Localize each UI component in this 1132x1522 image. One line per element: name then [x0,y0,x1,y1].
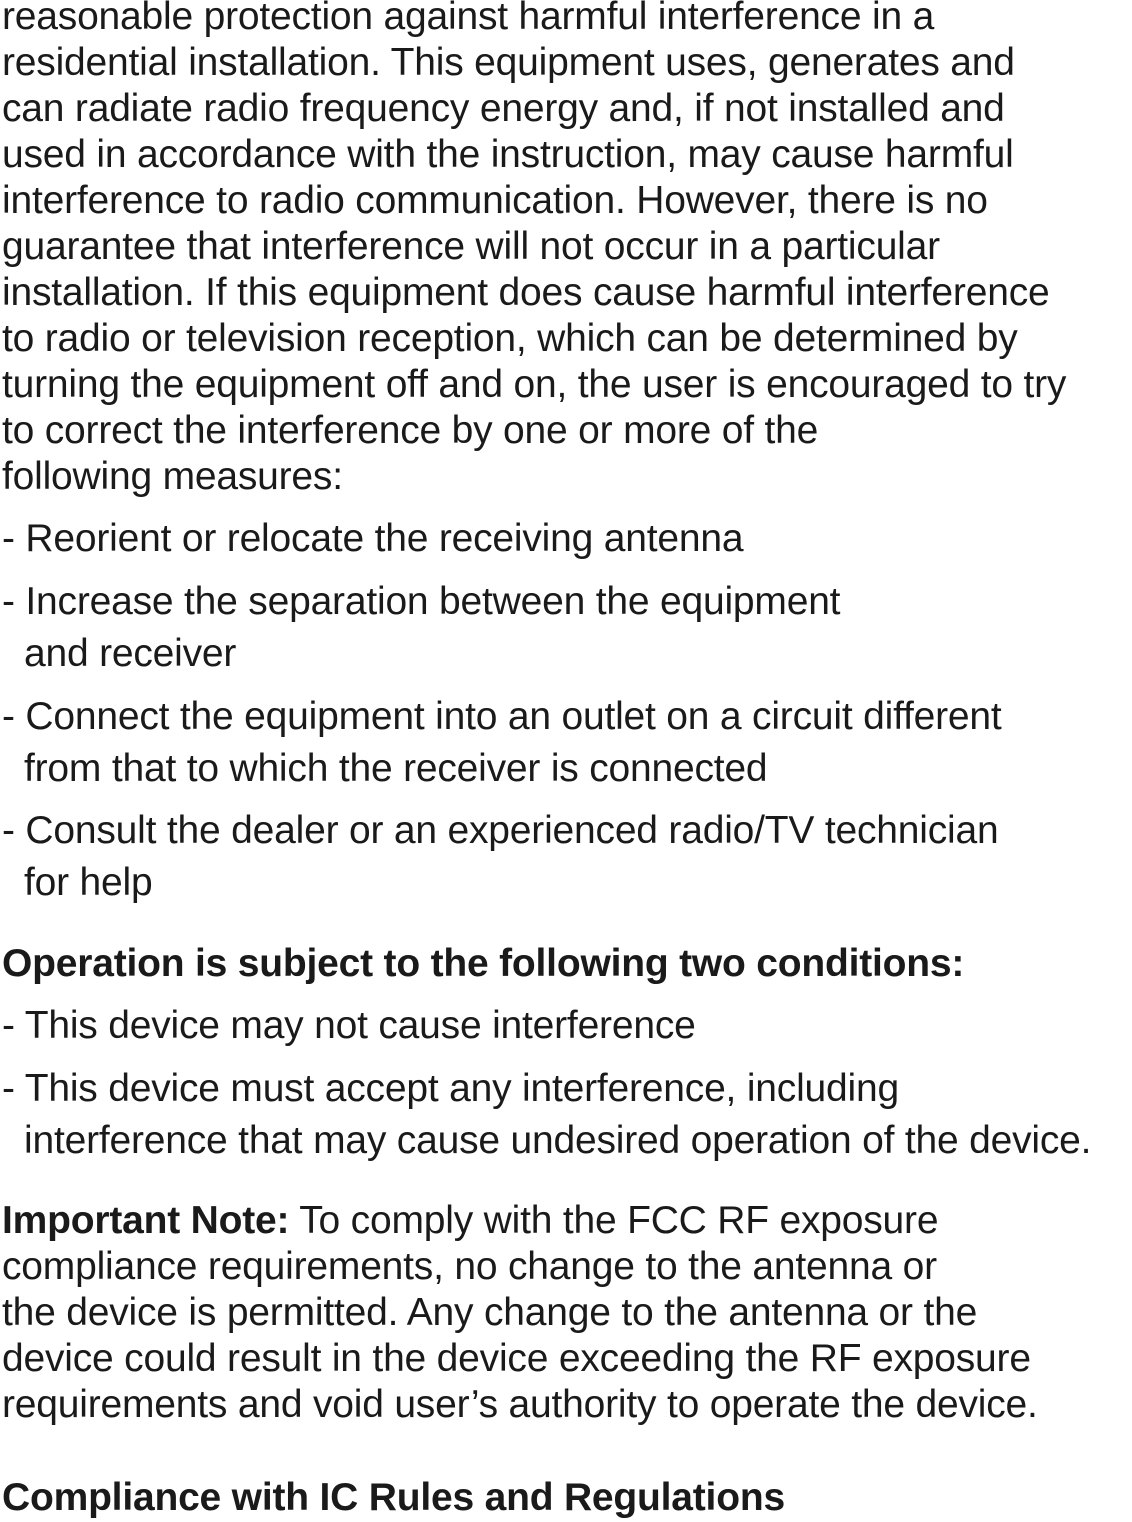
note-first-line-text: To comply with the FCC RF exposure [289,1199,939,1242]
note-line: the device is permitted. Any change to the antenna or the [2,1291,978,1334]
note-line: device could result in the device exceeding the RF exposure [2,1337,1031,1380]
condition-item-continuation: interference that may cause undesired operation of the device. [24,1119,1092,1162]
intro-line: guarantee that interference will not occur in a particular [2,225,940,268]
intro-line: residential installation. This equipment uses, generates and [2,41,1015,84]
intro-line: following measures: [2,455,343,498]
note-line: requirements and void user’s authority to operate the device. [2,1383,1038,1426]
intro-line: to radio or television reception, which can be determined by [2,317,1018,360]
note-line: compliance requirements, no change to the antenna or [2,1245,937,1288]
intro-line: can radiate radio frequency energy and, if not installed and [2,87,1005,130]
intro-line: reasonable protection against harmful interference in a [2,0,935,38]
measure-item-continuation: and receiver [24,632,237,675]
conditions-heading: Operation is subject to the following two conditions: [2,942,965,985]
ic-compliance-heading: Compliance with IC Rules and Regulations [2,1476,785,1519]
measure-item: - Consult the dealer or an experienced radio/TV technician [2,809,999,852]
measure-item: - Increase the separation between the equipment [2,580,841,623]
intro-line: used in accordance with the instruction, may cause harmful [2,133,1014,176]
measure-item-continuation: from that to which the receiver is connected [24,747,768,790]
intro-line: turning the equipment off and on, the user is encouraged to try [2,363,1067,406]
measure-item: - Reorient or relocate the receiving antenna [2,517,744,560]
measure-item-continuation: for help [24,861,153,904]
condition-item: - This device must accept any interference, including [2,1067,899,1110]
measure-item: - Connect the equipment into an outlet on a circuit different [2,695,1002,738]
intro-line: installation. If this equipment does cause harmful interference [2,271,1050,314]
note-first-line [2,1198,938,1244]
condition-item: - This device may not cause interference [2,1004,696,1047]
intro-line: interference to radio communication. However, there is no [2,179,988,222]
intro-line: to correct the interference by one or more of the [2,409,819,452]
note-label: Important Note: [2,1199,290,1242]
